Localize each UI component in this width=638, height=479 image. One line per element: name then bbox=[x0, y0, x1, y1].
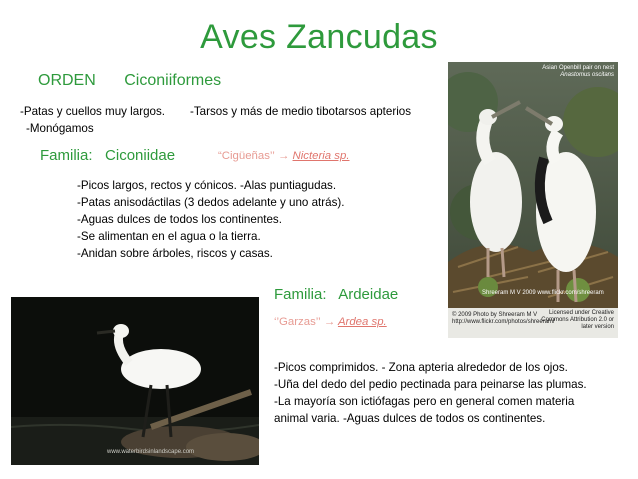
genus-link[interactable]: Ardea sp. bbox=[337, 316, 387, 328]
copyright-text bbox=[452, 312, 555, 326]
egret-watermark: www.waterbirdsinlandscape.com bbox=[107, 449, 195, 455]
general-trait-1b: -Tarsos y más de medio tibotarsos apterios bbox=[190, 105, 412, 118]
credit-bar bbox=[448, 308, 618, 338]
stork-watermark: Shreeram M V 2009 www.flickr.com/shreeram bbox=[482, 290, 604, 296]
orden-line bbox=[38, 72, 245, 90]
copyright-line-2: http://www.flickr.com/photos/shreeram/ bbox=[452, 319, 555, 325]
genus-link[interactable]: Nicteria sp. bbox=[292, 150, 350, 162]
trait-line: -Picos comprimidos. - Zona apteria alrededor de los ojos. bbox=[274, 361, 568, 374]
license-line-2: Commons Attribution 2.0 or bbox=[541, 317, 614, 323]
familia-label: Familia: bbox=[274, 286, 327, 303]
ardeidae-common-name bbox=[274, 316, 387, 328]
familia-ciconiidae-heading bbox=[40, 147, 175, 164]
egret-illustration bbox=[11, 297, 259, 465]
trait-line: -Uña del dedo del pedio pectinada para peinarse las plumas. bbox=[274, 378, 587, 391]
trait-line: -La mayoría son ictiófagas pero en general comen materia bbox=[274, 395, 575, 408]
slide-title: Aves Zancudas bbox=[200, 18, 438, 56]
copyright-line-1: © 2009 Photo by Shreeram M V bbox=[452, 312, 538, 318]
license-line-3: later version bbox=[581, 324, 614, 330]
caption-line-2: Anastomus oscitans bbox=[560, 72, 614, 78]
trait-line: -Aguas dulces de todos los continentes. bbox=[77, 213, 282, 226]
orden-value: Ciconiiformes bbox=[124, 72, 222, 89]
trait-line: -Picos largos, rectos y cónicos. -Alas puntiagudas. bbox=[77, 179, 337, 192]
ciconiidae-traits bbox=[77, 177, 344, 262]
trait-line: -Patas anisodáctilas (3 dedos adelante y uno atrás). bbox=[77, 196, 345, 209]
ardeidae-traits bbox=[274, 359, 587, 427]
trait-line: animal varia. -Aguas dulces de todos os continentes. bbox=[274, 412, 546, 425]
trait-line: -Anidan sobre árboles, riscos y casas. bbox=[77, 247, 273, 260]
trait-line: -Se alimentan en el agua o la tierra. bbox=[77, 230, 261, 243]
orden-label: ORDEN bbox=[38, 72, 96, 89]
familia-name: Ciconiidae bbox=[105, 147, 176, 164]
license-line-1: Licensed under Creative bbox=[548, 310, 614, 316]
familia-ardeidae-heading bbox=[274, 286, 398, 303]
arrow-icon: → bbox=[277, 150, 290, 162]
arrow-icon: → bbox=[323, 316, 336, 328]
common-name-text: “Cigüeñas’’ bbox=[218, 150, 275, 162]
familia-label: Familia: bbox=[40, 147, 93, 164]
common-name-text: ‘’Garzas’’ bbox=[274, 316, 321, 328]
caption-line-1: Asian Openbill pair on nest bbox=[542, 65, 614, 71]
license-text bbox=[541, 310, 614, 331]
stork-caption bbox=[542, 65, 614, 79]
stork-photo bbox=[448, 62, 618, 338]
general-trait-2: -Monógamos bbox=[26, 122, 94, 135]
ciconiidae-common-name bbox=[218, 150, 350, 162]
general-trait-1a: -Patas y cuellos muy largos. bbox=[20, 105, 165, 118]
egret-photo bbox=[11, 297, 259, 465]
familia-name: Ardeidae bbox=[338, 286, 399, 303]
